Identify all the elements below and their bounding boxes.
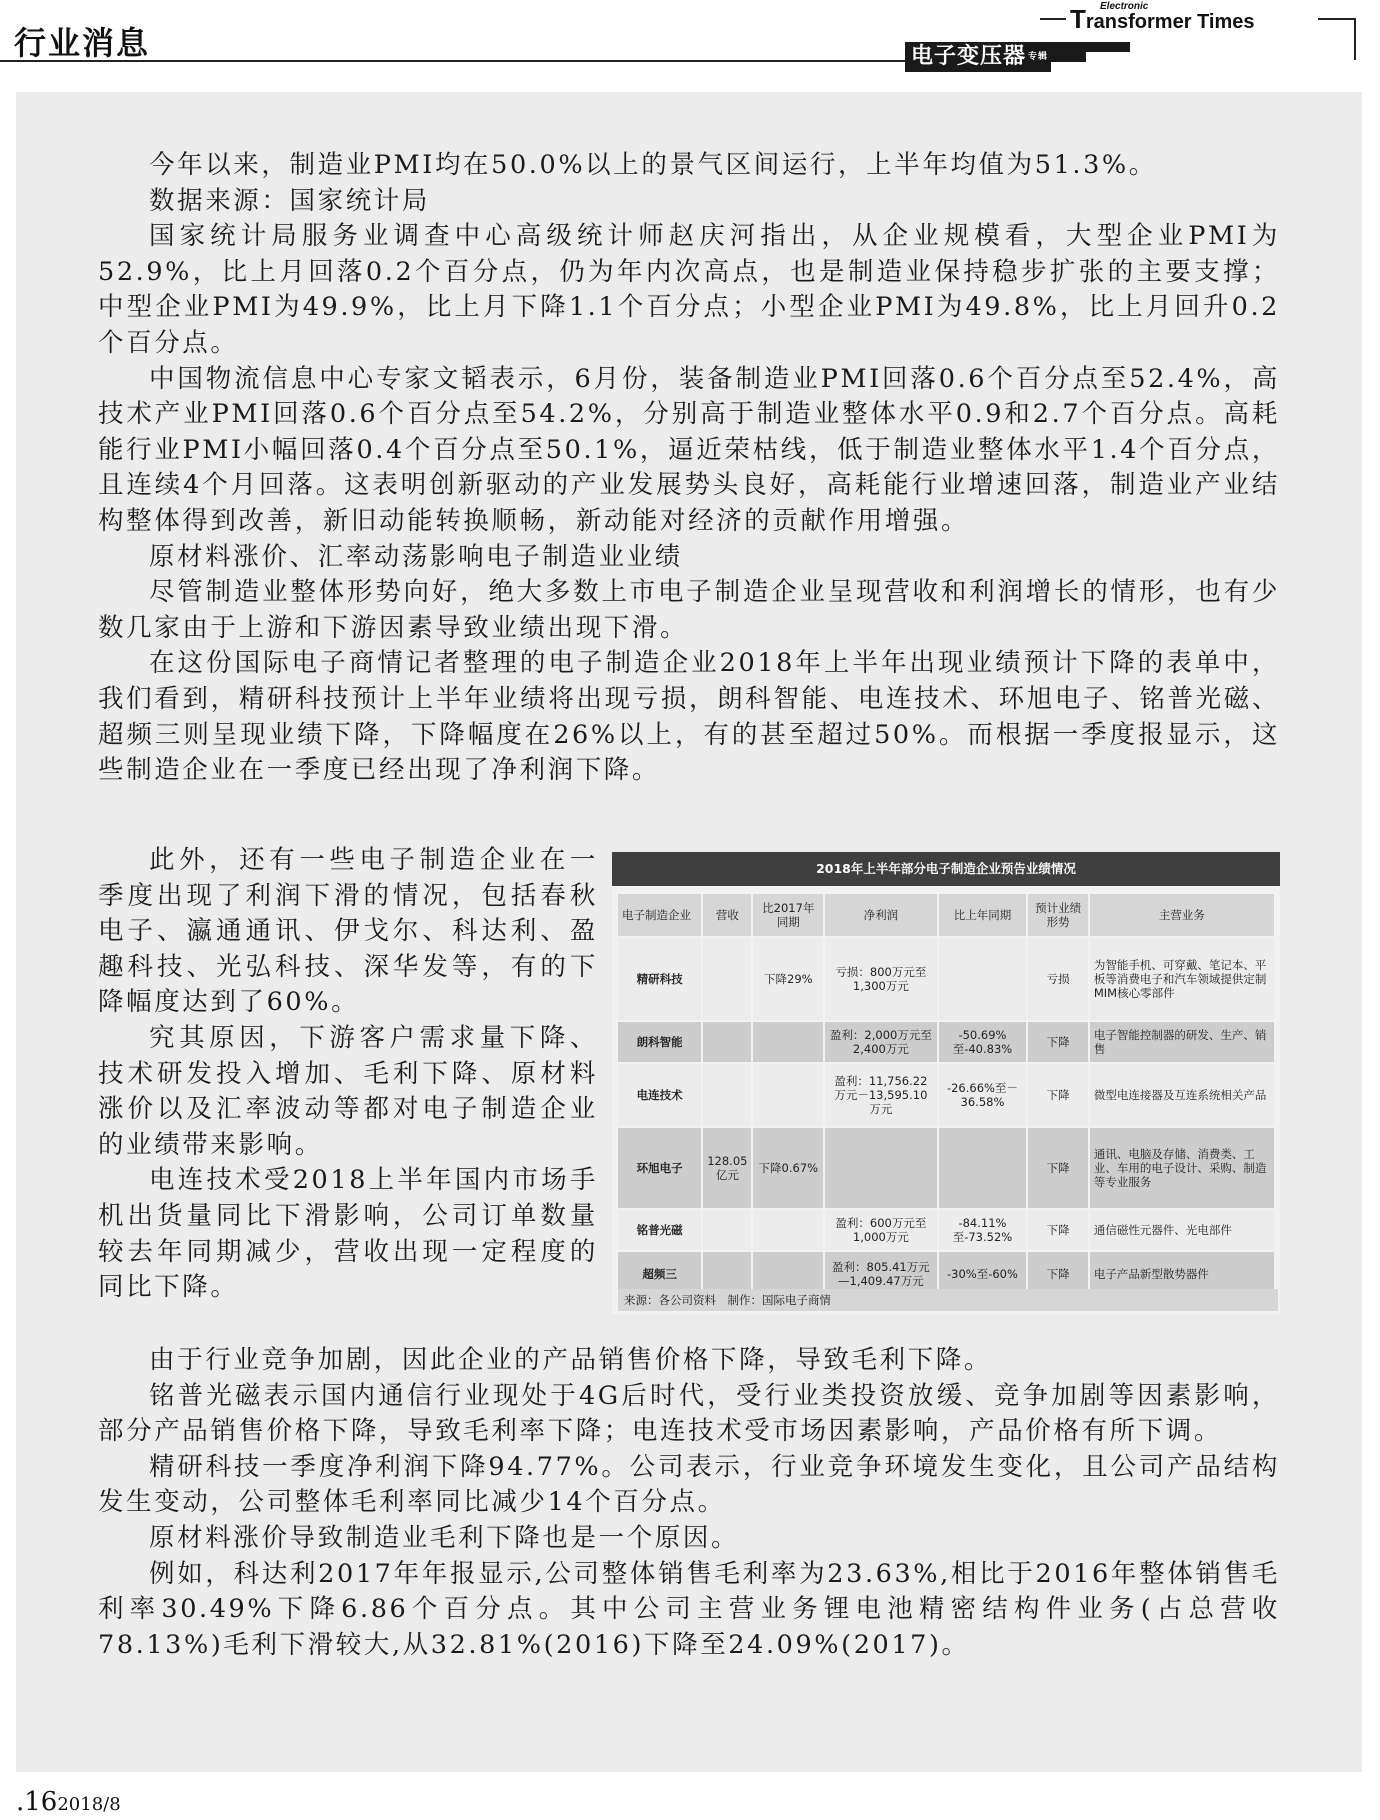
brand-rule — [1040, 18, 1066, 20]
cell-company: 精研科技 — [618, 938, 701, 1020]
brand-rule — [1318, 18, 1354, 20]
paragraph: 尽管制造业整体形势向好，绝大多数上市电子制造企业呈现营收和利润增长的情形，也有少数几家由于上游和下游因素导致业绩出现下滑。 — [98, 577, 1280, 643]
table-grid — [616, 892, 1276, 1298]
cell-company: 环旭电子 — [618, 1128, 701, 1208]
cell-company: 朗科智能 — [618, 1022, 701, 1062]
paragraph: 由于行业竞争加剧，因此企业的产品销售价格下降，导致毛利下降。 — [149, 1345, 993, 1375]
brand-en-initial: T — [1070, 4, 1086, 34]
table-row — [618, 1128, 1274, 1208]
paragraph: 在这份国际电子商情记者整理的电子制造企业2018年上半年出现业绩预计下降的表单中，我们看到，精研科技预计上半年业绩将出现亏损，朗科智能、电连技术、环旭电子、铭普光磁、超频三则呈现业绩下降，下降幅度在26%以上，有的甚至超过50%。而根据一季度报显示，这些制造企业在一季度已经出现了净利润下降。 — [98, 648, 1280, 786]
issue-date: 2018/8 — [57, 1794, 121, 1815]
cell: 为智能手机、可穿戴、笔记本、平板等消费电子和汽车领域提供定制MIM核心零部件 — [1090, 938, 1274, 1020]
brand-decoration — [1050, 42, 1130, 52]
cell-company: 电连技术 — [618, 1064, 701, 1126]
paragraph: 此外，还有一些电子制造企业在一季度出现了利润下滑的情况，包括春秋电子、瀛通通讯、伊戈尔、科达利、盈趣科技、光弘科技、深华发等，有的下降幅度达到了60%。 — [98, 845, 598, 1018]
paragraph: 中国物流信息中心专家文韬表示，6月份，装备制造业PMI回落0.6个百分点至52.4%，高技术产业PMI回落0.6个百分点至54.2%，分别高于制造业整体水平0.9和2.7个百分点。高耗能行业PMI小幅回落0.4个百分点至50.1%，逼近荣枯线，低于制造业整体水平1.4个百分点，且连续4个月回落。这表明创新驱动的产业发展势头良好，高耗能行业增速回落，制造业产业结构整体得到改善，新旧动能转换顺畅，新动能对经济的贡献作用增强。 — [98, 363, 1280, 536]
cell: 盈利：2,000万元至2,400万元 — [825, 1022, 936, 1062]
cell — [753, 1022, 823, 1062]
cell — [703, 938, 751, 1020]
col-header: 预计业绩形势 — [1028, 894, 1088, 936]
brand-en-rest: ransformer Times — [1085, 11, 1255, 33]
cell: 下降 — [1028, 1128, 1088, 1208]
cell: -26.66%至－36.58% — [939, 1064, 1027, 1126]
col-header: 营收 — [703, 894, 751, 936]
article-body-bottom — [98, 1343, 1280, 1663]
cell: -84.11%至-73.52% — [939, 1210, 1027, 1250]
cell-company: 超频三 — [618, 1252, 701, 1296]
col-header: 电子制造企业 — [618, 894, 701, 936]
performance-table — [612, 852, 1280, 1314]
cell: 下降 — [1028, 1210, 1088, 1250]
cell: 电子产品新型散势器件 — [1090, 1252, 1274, 1296]
paragraph: 例如，科达利2017年年报显示,公司整体销售毛利率为23.63%,相比于2016年整体销售毛利率30.49%下降6.86个百分点。其中公司主营业务锂电池精密结构件业务(占总营收78.13%)毛利下滑较大,从32.81%(2016)下降至24.09%(2017)。 — [98, 1558, 1280, 1660]
subheading: 原材料涨价、汇率动荡影响电子制造业业绩 — [149, 541, 683, 572]
table-title: 2018年上半年部分电子制造企业预告业绩情况 — [612, 852, 1280, 886]
cell: 下降 — [1028, 1064, 1088, 1126]
paragraph: 究其原因，下游客户需求量下降、技术研发投入增加、毛利下降、原材料涨价以及汇率波动等都对电子制造企业的业绩带来影响。 — [98, 1022, 598, 1160]
cell — [703, 1022, 751, 1062]
cell: 电子智能控制器的研发、生产、销售 — [1090, 1022, 1274, 1062]
cell — [939, 938, 1027, 1020]
brand-en-small: Electronic — [1100, 1, 1149, 12]
section-label: 行业消息 — [14, 24, 151, 62]
col-header: 比2017年同期 — [753, 894, 823, 936]
cell: 盈利：11,756.22万元－13,595.10万元 — [825, 1064, 936, 1126]
page-number — [16, 1787, 121, 1817]
cell — [703, 1210, 751, 1250]
table-source: 来源：各公司资料 制作：国际电子商情 — [618, 1289, 1278, 1311]
header-rule — [0, 60, 905, 62]
cell — [753, 1064, 823, 1126]
cell — [703, 1064, 751, 1126]
brand-logo-cn — [905, 42, 1051, 72]
cell: 128.05亿元 — [703, 1128, 751, 1208]
col-header: 比上年同期 — [939, 894, 1027, 936]
table-row — [618, 938, 1274, 1020]
cell: 下降 — [1028, 1252, 1088, 1296]
table-row — [618, 1210, 1274, 1250]
brand-rule — [1354, 18, 1356, 60]
cell: 下降0.67% — [753, 1128, 823, 1208]
cell: 通讯、电脑及存储、消费类、工业、车用的电子设计、采购、制造等专业服务 — [1090, 1128, 1274, 1208]
paragraph: 原材料涨价导致制造业毛利下降也是一个原因。 — [149, 1522, 740, 1553]
cell: 下降 — [1028, 1022, 1088, 1062]
col-header: 净利润 — [825, 894, 936, 936]
cell: -50.69%至-40.83% — [939, 1022, 1027, 1062]
col-header: 主营业务 — [1090, 894, 1274, 936]
paragraph: 今年以来，制造业PMI均在50.0%以上的景气区间运行，上半年均值为51.3%。 — [149, 150, 1157, 180]
paragraph: 国家统计局服务业调查中心高级统计师赵庆河指出，从企业规模看，大型企业PMI为52.9%，比上月回落0.2个百分点，仍为年内次高点，也是制造业保持稳步扩张的主要支撑；中型企业PMI为49.9%，比上月下降1.1个百分点；小型企业PMI为49.8%，比上月回升0.2个百分点。 — [98, 221, 1280, 358]
paragraph: 铭普光磁表示国内通信行业现处于4G后时代，受行业类投资放缓、竞争加剧等因素影响，部分产品销售价格下降，导致毛利率下降；电连技术受市场因素影响，产品价格有所下调。 — [98, 1380, 1280, 1447]
paragraph: 数据来源：国家统计局 — [149, 185, 431, 216]
table-row — [618, 1064, 1274, 1126]
paragraph: 精研科技一季度净利润下降94.77%。公司表示，行业竞争环境发生变化，且公司产品结构发生变动，公司整体毛利率同比减少14个百分点。 — [98, 1451, 1280, 1518]
cell — [825, 1128, 936, 1208]
cell: 亏损 — [1028, 938, 1088, 1020]
cell: 盈利：600万元至1,000万元 — [825, 1210, 936, 1250]
cell: 下降29% — [753, 938, 823, 1020]
brand-name-en — [1070, 1, 1255, 35]
article-body-top — [98, 148, 1280, 789]
cell: 通信磁性元器件、光电部件 — [1090, 1210, 1274, 1250]
brand-decoration — [1050, 52, 1086, 62]
cell: -30%至-60% — [939, 1252, 1027, 1296]
table-header-row — [618, 894, 1274, 936]
article-body-left-column — [98, 843, 598, 1306]
cell: 亏损：800万元至1,300万元 — [825, 938, 936, 1020]
cell: 盈利：805.41万元—1,409.47万元 — [825, 1252, 936, 1296]
brand-name-cn: 电子变压器 — [911, 44, 1027, 69]
cell — [939, 1128, 1027, 1208]
cell: 微型电连接器及互连系统相关产品 — [1090, 1064, 1274, 1126]
page-number-value: .16 — [16, 1787, 58, 1817]
paragraph: 电连技术受2018上半年国内市场手机出货量同比下滑影响，公司订单数量较去年同期减少，营收出现一定程度的同比下降。 — [98, 1165, 598, 1303]
table-row — [618, 1022, 1274, 1062]
cell — [753, 1210, 823, 1250]
brand-tag: 专辑 — [1028, 52, 1049, 62]
cell-company: 铭普光磁 — [618, 1210, 701, 1250]
